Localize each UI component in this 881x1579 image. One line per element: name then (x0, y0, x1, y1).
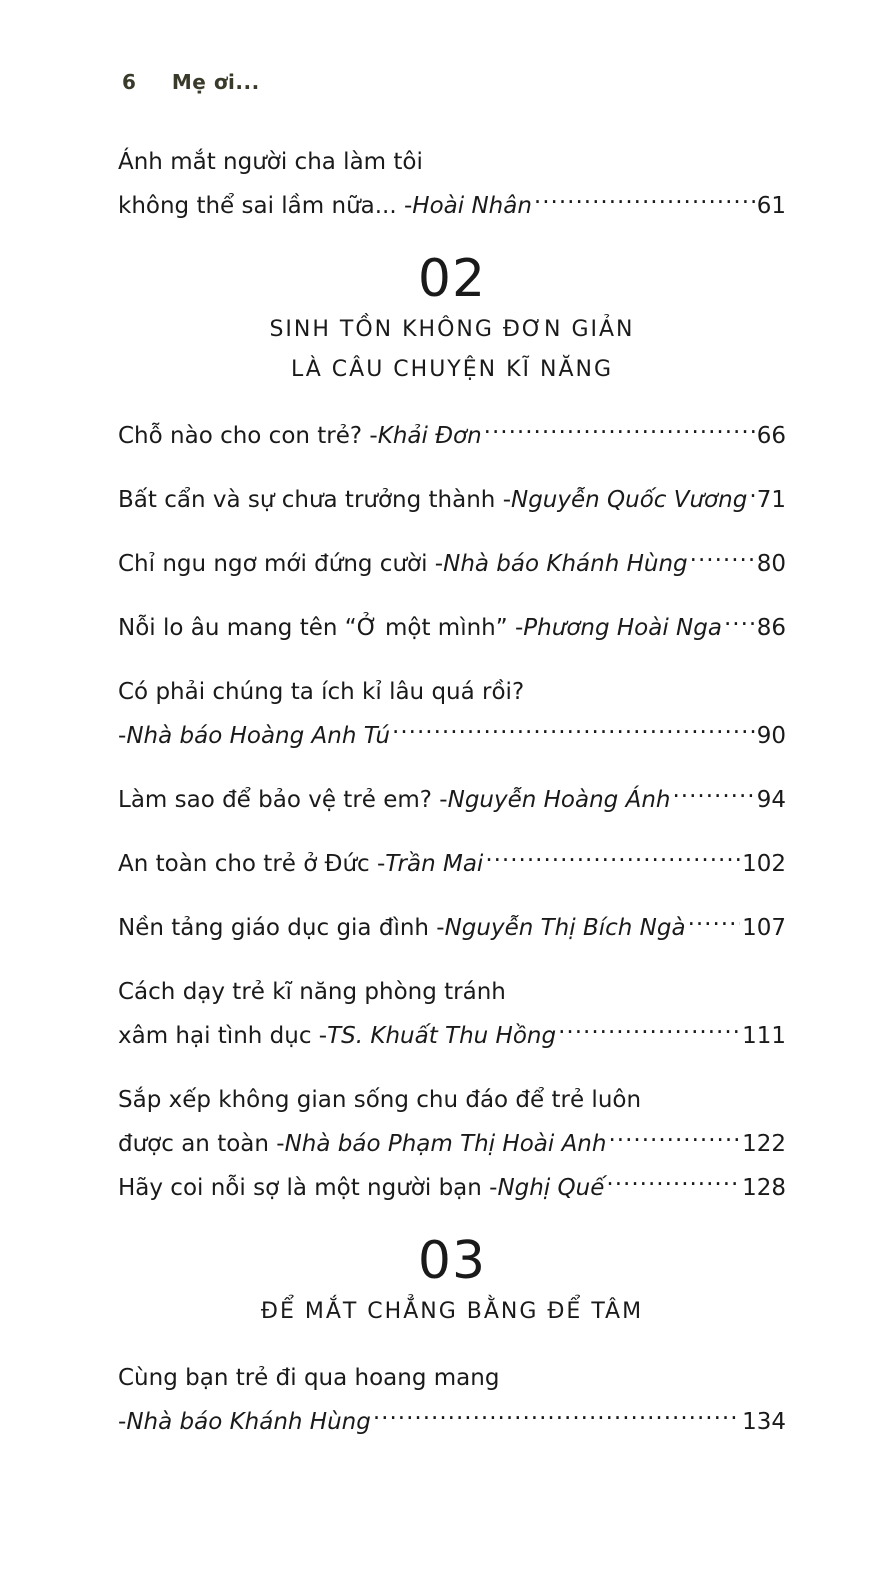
toc-entry-title: Cùng bạn trẻ đi qua hoang mang (118, 1365, 500, 1391)
toc-entry-line (118, 184, 786, 228)
toc-entry-title: - (118, 723, 127, 749)
part-title-line: ĐỂ MẮT CHẲNG BẰNG ĐỂ TÂM (260, 1299, 644, 1324)
toc-entry-author: Phương Hoài Nga (523, 615, 722, 641)
toc-entry-title: Chỗ nào cho con trẻ? - (118, 423, 378, 449)
toc-entry (118, 970, 786, 1058)
toc-entry-page: 134 (742, 1409, 786, 1435)
leader-dots (608, 1128, 740, 1151)
toc-entry-line (118, 778, 786, 822)
toc-entry-title: Có phải chúng ta ích kỉ lâu quá rồi? (118, 679, 525, 705)
toc-entry-title: xâm hại tình dục - (118, 1023, 328, 1049)
toc-entry-page: 71 (756, 487, 786, 513)
part-heading (118, 1230, 786, 1332)
toc-entry-author: Nhà báo Hoàng Anh Tú (126, 723, 391, 749)
toc-entry-line (118, 606, 786, 650)
toc-entry-page: 122 (742, 1131, 786, 1157)
toc-entry-line (118, 1014, 786, 1058)
leader-dots (672, 784, 754, 807)
leader-dots (392, 720, 755, 743)
toc-entry-line (118, 842, 786, 886)
toc-entry (118, 606, 786, 650)
part-number: 02 (417, 249, 487, 309)
toc-entry-title: Nỗi lo âu mang tên “Ở một mình” - (118, 615, 524, 641)
toc-entry-line (118, 542, 786, 586)
toc-entry-author: Nguyễn Hoàng Ánh (447, 787, 671, 813)
toc-entry-title: không thể sai lầm nữa... - (118, 193, 413, 219)
leader-dots (749, 484, 754, 507)
part-heading (118, 248, 786, 390)
toc-entry (118, 414, 786, 458)
leader-dots (688, 912, 741, 935)
toc-entry-title-line (118, 1356, 786, 1400)
toc-entry-page: 66 (756, 423, 786, 449)
toc-entry-page: 80 (756, 551, 786, 577)
toc-entry-line (118, 714, 786, 758)
toc-entry-title: Ánh mắt người cha làm tôi (118, 149, 423, 175)
toc-entry-line (118, 1400, 786, 1444)
toc-entry-author: Nghị Quế (497, 1175, 605, 1201)
toc-entry-page: 102 (742, 851, 786, 877)
toc-entry-line (118, 478, 786, 522)
leader-dots (484, 420, 755, 443)
toc-entry-title: Cách dạy trẻ kĩ năng phòng tránh (118, 979, 506, 1005)
toc-entry-line (118, 1122, 786, 1166)
table-of-contents (118, 140, 786, 1464)
toc-entry-author: Nguyễn Quốc Vương (511, 487, 748, 513)
toc-entry (118, 542, 786, 586)
toc-entry-page: 94 (756, 787, 786, 813)
toc-entry-page: 61 (756, 193, 786, 219)
toc-entry-line (118, 414, 786, 458)
toc-entry (118, 1078, 786, 1166)
toc-entry-title-line (118, 1078, 786, 1122)
toc-entry-title: Làm sao để bảo vệ trẻ em? - (118, 787, 448, 813)
running-title: Mẹ ơi... (171, 70, 260, 94)
toc-entry-title: An toàn cho trẻ ở Đức - (118, 851, 386, 877)
part-number: 03 (417, 1231, 487, 1291)
toc-entry-line (118, 906, 786, 950)
toc-entry (118, 670, 786, 758)
toc-entry-author: Nguyễn Thị Bích Ngà (444, 915, 686, 941)
toc-entry-line (118, 1166, 786, 1210)
toc-entry-author: Nhà báo Khánh Hùng (443, 551, 688, 577)
toc-entry-author: Nhà báo Khánh Hùng (126, 1409, 371, 1435)
toc-entry-title-line (118, 140, 786, 184)
part-title-line: SINH TỒN KHÔNG ĐƠN GIẢN (269, 317, 635, 342)
leader-dots (373, 1406, 740, 1429)
toc-entry (118, 1356, 786, 1444)
part-title-line: LÀ CÂU CHUYỆN KĨ NĂNG (290, 357, 614, 382)
toc-entry-title: được an toàn - (118, 1131, 285, 1157)
leader-dots (724, 612, 755, 635)
toc-entry (118, 1166, 786, 1210)
toc-entry-page: 111 (742, 1023, 786, 1049)
toc-entry (118, 842, 786, 886)
toc-entry-title: Bất cẩn và sự chưa trưởng thành - (118, 487, 511, 513)
toc-entry (118, 906, 786, 950)
toc-entry (118, 140, 786, 228)
toc-entry-title-line (118, 970, 786, 1014)
page-number: 6 (122, 70, 137, 94)
toc-entry-title: Sắp xếp không gian sống chu đáo để trẻ luôn (118, 1087, 642, 1113)
running-header (122, 70, 260, 94)
toc-entry-page: 86 (756, 615, 786, 641)
toc-entry-page: 107 (742, 915, 786, 941)
toc-entry-title-line (118, 670, 786, 714)
toc-entry-author: Trần Mai (385, 851, 484, 877)
toc-entry (118, 478, 786, 522)
toc-entry-title: - (118, 1409, 127, 1435)
toc-entry-title: Nền tảng giáo dục gia đình - (118, 915, 445, 941)
leader-dots (534, 190, 755, 213)
toc-entry-author: Hoài Nhân (412, 193, 532, 219)
toc-entry-author: Nhà báo Phạm Thị Hoài Anh (284, 1131, 607, 1157)
toc-entry-title: Chỉ ngu ngơ mới đứng cười - (118, 551, 444, 577)
toc-entry-page: 128 (742, 1175, 786, 1201)
leader-dots (485, 848, 740, 871)
toc-entry (118, 778, 786, 822)
toc-entry-page: 90 (756, 723, 786, 749)
leader-dots (558, 1020, 740, 1043)
leader-dots (606, 1172, 740, 1195)
toc-entry-author: Khải Đơn (377, 423, 482, 449)
toc-entry-title: Hãy coi nỗi sợ là một người bạn - (118, 1175, 498, 1201)
toc-entry-author: TS. Khuất Thu Hồng (327, 1023, 557, 1049)
leader-dots (690, 548, 755, 571)
